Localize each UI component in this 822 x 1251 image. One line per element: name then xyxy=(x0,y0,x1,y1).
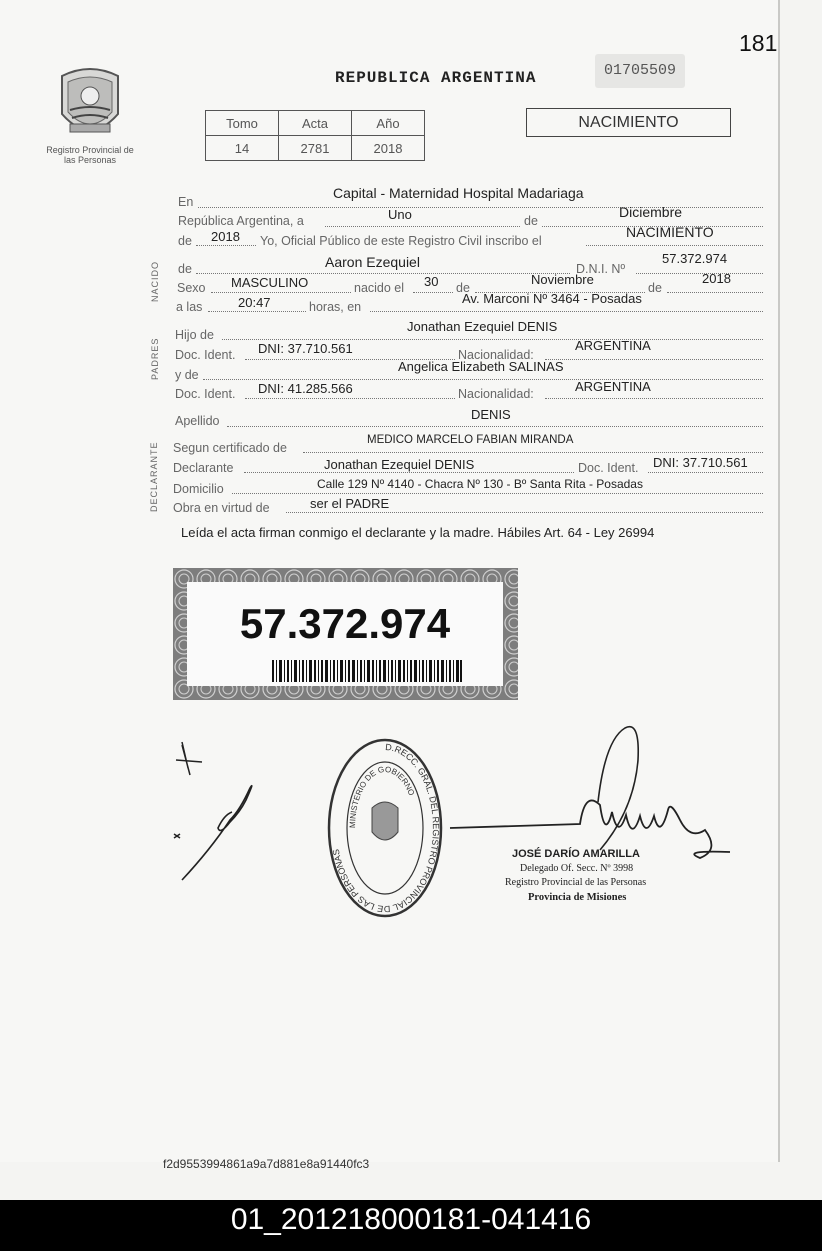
register-value-anio: 2018 xyxy=(352,136,425,161)
line-inscribe xyxy=(586,245,763,246)
province-seal-logo xyxy=(56,64,124,142)
value-dia: Uno xyxy=(388,207,412,222)
value-lugar: Capital - Maternidad Hospital Madariaga xyxy=(333,185,584,201)
label-y-de: y de xyxy=(175,368,199,382)
register-value-tomo: 14 xyxy=(206,136,279,161)
label-republica: República Argentina, a xyxy=(178,214,304,228)
line-madre xyxy=(203,379,763,380)
official-role: Delegado Of. Secc. Nº 3998 xyxy=(520,863,634,874)
label-obra: Obra en virtud de xyxy=(173,501,270,515)
label-a-las: a las xyxy=(176,300,203,314)
value-inscribe: NACIMIENTO xyxy=(626,224,714,240)
serial-number: 01705509 xyxy=(595,54,685,88)
label-nacido-el: nacido el xyxy=(354,281,405,295)
document-title: REPUBLICA ARGENTINA xyxy=(335,69,537,87)
value-anio-nac: 2018 xyxy=(702,271,731,286)
act-type-box: NACIMIENTO xyxy=(526,108,731,137)
official-name: JOSÉ DARÍO AMARILLA xyxy=(512,848,640,860)
value-madre-doc: DNI: 41.285.566 xyxy=(258,381,353,396)
value-mes-nac: Noviembre xyxy=(531,272,594,287)
value-hora: 20:47 xyxy=(238,295,271,310)
official-province: Provincia de Misiones xyxy=(528,892,627,903)
line-nombre xyxy=(196,273,570,274)
line-declarante-doc xyxy=(648,472,763,473)
stamp-ring-text: D.RECC. GRAL. DEL REGISTRO PROVINCIAL DE LAS PERSONAS xyxy=(330,741,441,915)
line-dni xyxy=(636,273,763,274)
value-anio: 2018 xyxy=(211,229,240,244)
line-dia xyxy=(325,226,520,227)
line-anio-nac xyxy=(667,292,763,293)
label-doc-ident-declarante: Doc. Ident. xyxy=(578,461,639,475)
label-en: En xyxy=(178,195,194,209)
line-padre xyxy=(222,339,763,340)
line-dia-nac xyxy=(413,292,453,293)
value-certificado: MEDICO MARCELO FABIAN MIRANDA xyxy=(367,434,574,446)
id-sticker xyxy=(173,568,518,700)
label-de5: de xyxy=(648,281,662,295)
line-madre-doc xyxy=(245,398,455,399)
register-header-acta: Acta xyxy=(279,111,352,136)
value-dni: 57.372.974 xyxy=(662,251,728,266)
label-de2: de xyxy=(178,234,192,248)
value-obra: ser el PADRE xyxy=(310,496,390,511)
declarant-x-mark xyxy=(174,834,180,838)
label-doc-ident-padre: Doc. Ident. xyxy=(175,348,236,362)
id-sticker-number: 57.372.974 xyxy=(239,600,451,647)
value-padre-doc: DNI: 37.710.561 xyxy=(258,341,353,356)
line-madre-nac xyxy=(545,398,763,399)
line-hora xyxy=(208,311,306,312)
label-doc-ident-madre: Doc. Ident. xyxy=(175,387,236,401)
label-dni: D.N.I. Nº xyxy=(576,262,626,276)
stamp-center-emblem xyxy=(372,802,398,840)
label-de1: de xyxy=(524,214,538,228)
value-domicilio: Calle 129 Nº 4140 - Chacra Nº 130 - Bº Santa Rita - Posadas xyxy=(317,477,643,491)
label-segun: Segun certificado de xyxy=(173,441,287,455)
register-table xyxy=(205,110,425,161)
side-label-nacido: NACIDO xyxy=(150,260,160,302)
label-de3: de xyxy=(178,262,192,276)
official-signature-loop xyxy=(598,727,638,850)
value-sexo: MASCULINO xyxy=(231,275,309,290)
value-padre-nac: ARGENTINA xyxy=(575,338,651,353)
footer-hash: f2d9553994861a9a7d881e8a91440fc3 xyxy=(163,1157,370,1171)
line-sexo xyxy=(211,292,351,293)
value-declarante: Jonathan Ezequiel DENIS xyxy=(324,457,475,472)
line-obra xyxy=(286,512,763,513)
register-header-tomo: Tomo xyxy=(206,111,279,136)
legal-text: Leída el acta firman conmigo el declarante y la madre. Hábiles Art. 64 - Ley 26994 xyxy=(181,525,655,540)
label-hijo-de: Hijo de xyxy=(175,328,214,342)
barcode xyxy=(272,660,462,682)
label-sexo: Sexo xyxy=(177,281,206,295)
value-madre-nac: ARGENTINA xyxy=(575,379,651,394)
label-domicilio: Domicilio xyxy=(173,482,224,496)
register-header-anio: Año xyxy=(352,111,425,136)
page-number: 181 xyxy=(739,30,778,56)
value-mes: Diciembre xyxy=(619,204,683,220)
value-nombre: Aaron Ezequiel xyxy=(325,254,420,270)
line-apellido xyxy=(227,426,763,427)
line-anio xyxy=(196,245,256,246)
label-yo: Yo, Oficial Público de este Registro Civil inscribo el xyxy=(260,234,542,248)
id-sticker-panel xyxy=(187,582,503,686)
label-nacionalidad-madre: Nacionalidad: xyxy=(458,387,534,401)
value-padre: Jonathan Ezequiel DENIS xyxy=(407,319,558,334)
line-domicilio xyxy=(232,493,763,494)
bottom-document-id: 01_201218000181-041416 xyxy=(230,1203,592,1236)
register-value-acta: 2781 xyxy=(279,136,352,161)
side-label-padres: PADRES xyxy=(150,337,160,380)
line-lugar-nac xyxy=(370,311,763,312)
declarant-signature xyxy=(182,786,252,880)
logo-caption: Registro Provincial de las Personas xyxy=(46,145,134,165)
line-declarante xyxy=(244,472,574,473)
mother-signature-mark xyxy=(176,742,202,775)
stamp-inner-text: MINISTERIO DE GOBIERNO xyxy=(347,764,417,829)
label-nacionalidad-padre: Nacionalidad: xyxy=(458,348,534,362)
label-de4: de xyxy=(456,281,470,295)
official-org: Registro Provincial de las Personas xyxy=(505,877,647,888)
value-lugar-nac: Av. Marconi Nº 3464 - Posadas xyxy=(462,291,642,306)
value-dia-nac: 30 xyxy=(424,274,439,289)
line-padre-nac xyxy=(545,359,763,360)
label-apellido: Apellido xyxy=(175,414,220,428)
label-declarante: Declarante xyxy=(173,461,234,475)
value-declarante-doc: DNI: 37.710.561 xyxy=(653,455,748,470)
label-horas-en: horas, en xyxy=(309,300,362,314)
side-label-declarante: DECLARANTE xyxy=(149,441,159,512)
line-certificado xyxy=(303,452,763,453)
value-apellido: DENIS xyxy=(471,407,511,422)
signatures-and-stamp xyxy=(160,720,760,940)
value-madre: Angelica Elizabeth SALINAS xyxy=(398,359,564,374)
